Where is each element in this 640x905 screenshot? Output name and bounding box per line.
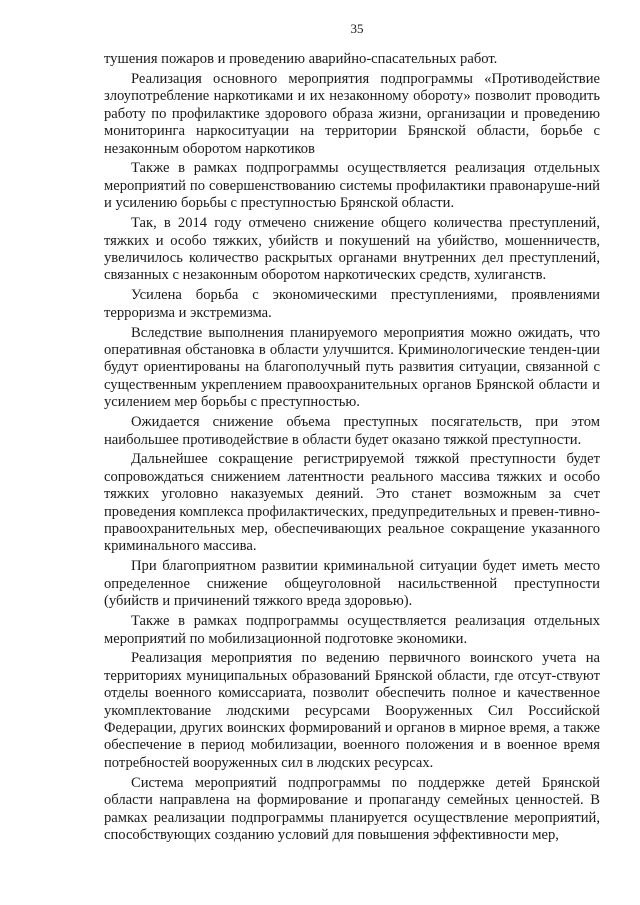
paragraph: тушения пожаров и проведению аварийно-спасательных работ. [104,51,498,67]
paragraph: При благоприятном развитии криминальной ситуации будет иметь место определенное снижение общеуголовной насильственной преступности (убийств и причинений тяжкого вреда здоровью). [104,558,600,610]
page-number: 35 [350,21,364,36]
paragraph: Дальнейшее сокращение регистрируемой тяжкой преступности будет сопровождаться снижением латентности реального массива тяжких и особо тяжких уголовно наказуемых деяний. Это станет возможным за счет проведения комплекса профилактических, предупредительных и превен-тивно-правоохранительных мер, обеспечивающих реальное сокращение указанного криминального массива. [104,451,600,555]
paragraph: Реализация мероприятия по ведению первичного воинского учета на территориях муниципальных образований Брянской области, где отсут-ствуют отделы военного комиссариата, позволит обеспечить полное и качественное укомплектование людскими ресурсами Вооруженных Сил Российской Федерации, других воинских формирований и органов в мирное время, а также обеспечение в период мобилизации, военного положения и в военное время потребностей вооруженных сил в людских ресурсах. [104,650,600,771]
paragraph: Также в рамках подпрограммы осуществляется реализация отдельных мероприятий по совершенствованию системы профилактики правонаруше-ний и усилению борьбы с преступностью Брянской области. [104,160,600,212]
paragraph: Ожидается снижение объема преступных посягательств, при этом наибольшее противодействие в области будет оказано тяжкой преступности. [104,414,600,448]
paragraph: Система мероприятий подпрограммы по поддержке детей Брянской области направлена на формирование и пропаганду семейных ценностей. В рамках реализации подпрограммы планируется осуществление мероприятий, способствующих созданию условий для повышения эффективности мер, [104,774,600,843]
paragraph: Также в рамках подпрограммы осуществляется реализация отдельных мероприятий по мобилизационной подготовке экономики. [104,613,600,647]
paragraph: Реализация основного мероприятия подпрограммы «Противодействие злоупотребление наркотиками и их незаконному обороту» позволит проводить работу по профилактике здорового образа жизни, организации и проведению мониторинга наркоситуации на территории Брянской области, борьбе с незаконным оборотом наркотиков [104,70,600,157]
body-text [104,51,600,844]
paragraph: Вследствие выполнения планируемого мероприятия можно ожидать, что оперативная обстановка в области улучшится. Криминологические тенден-ции будут ориентированы на благополучный путь развития ситуации, связанной с существенным укреплением правоохранительных органов Брянской области и усилением мер борьбы с преступностью. [104,324,600,411]
paragraph: Усилена борьба с экономическими преступлениями, проявлениями терроризма и экстремизма. [104,287,600,321]
paragraph: Так, в 2014 году отмечено снижение общего количества преступлений, тяжких и особо тяжких, убийств и покушений на убийство, мошенничеств, увеличилось количество раскрытых органами внутренних дел преступлений, связанных с незаконным оборотом наркотических средств, хулиганств. [104,215,600,284]
